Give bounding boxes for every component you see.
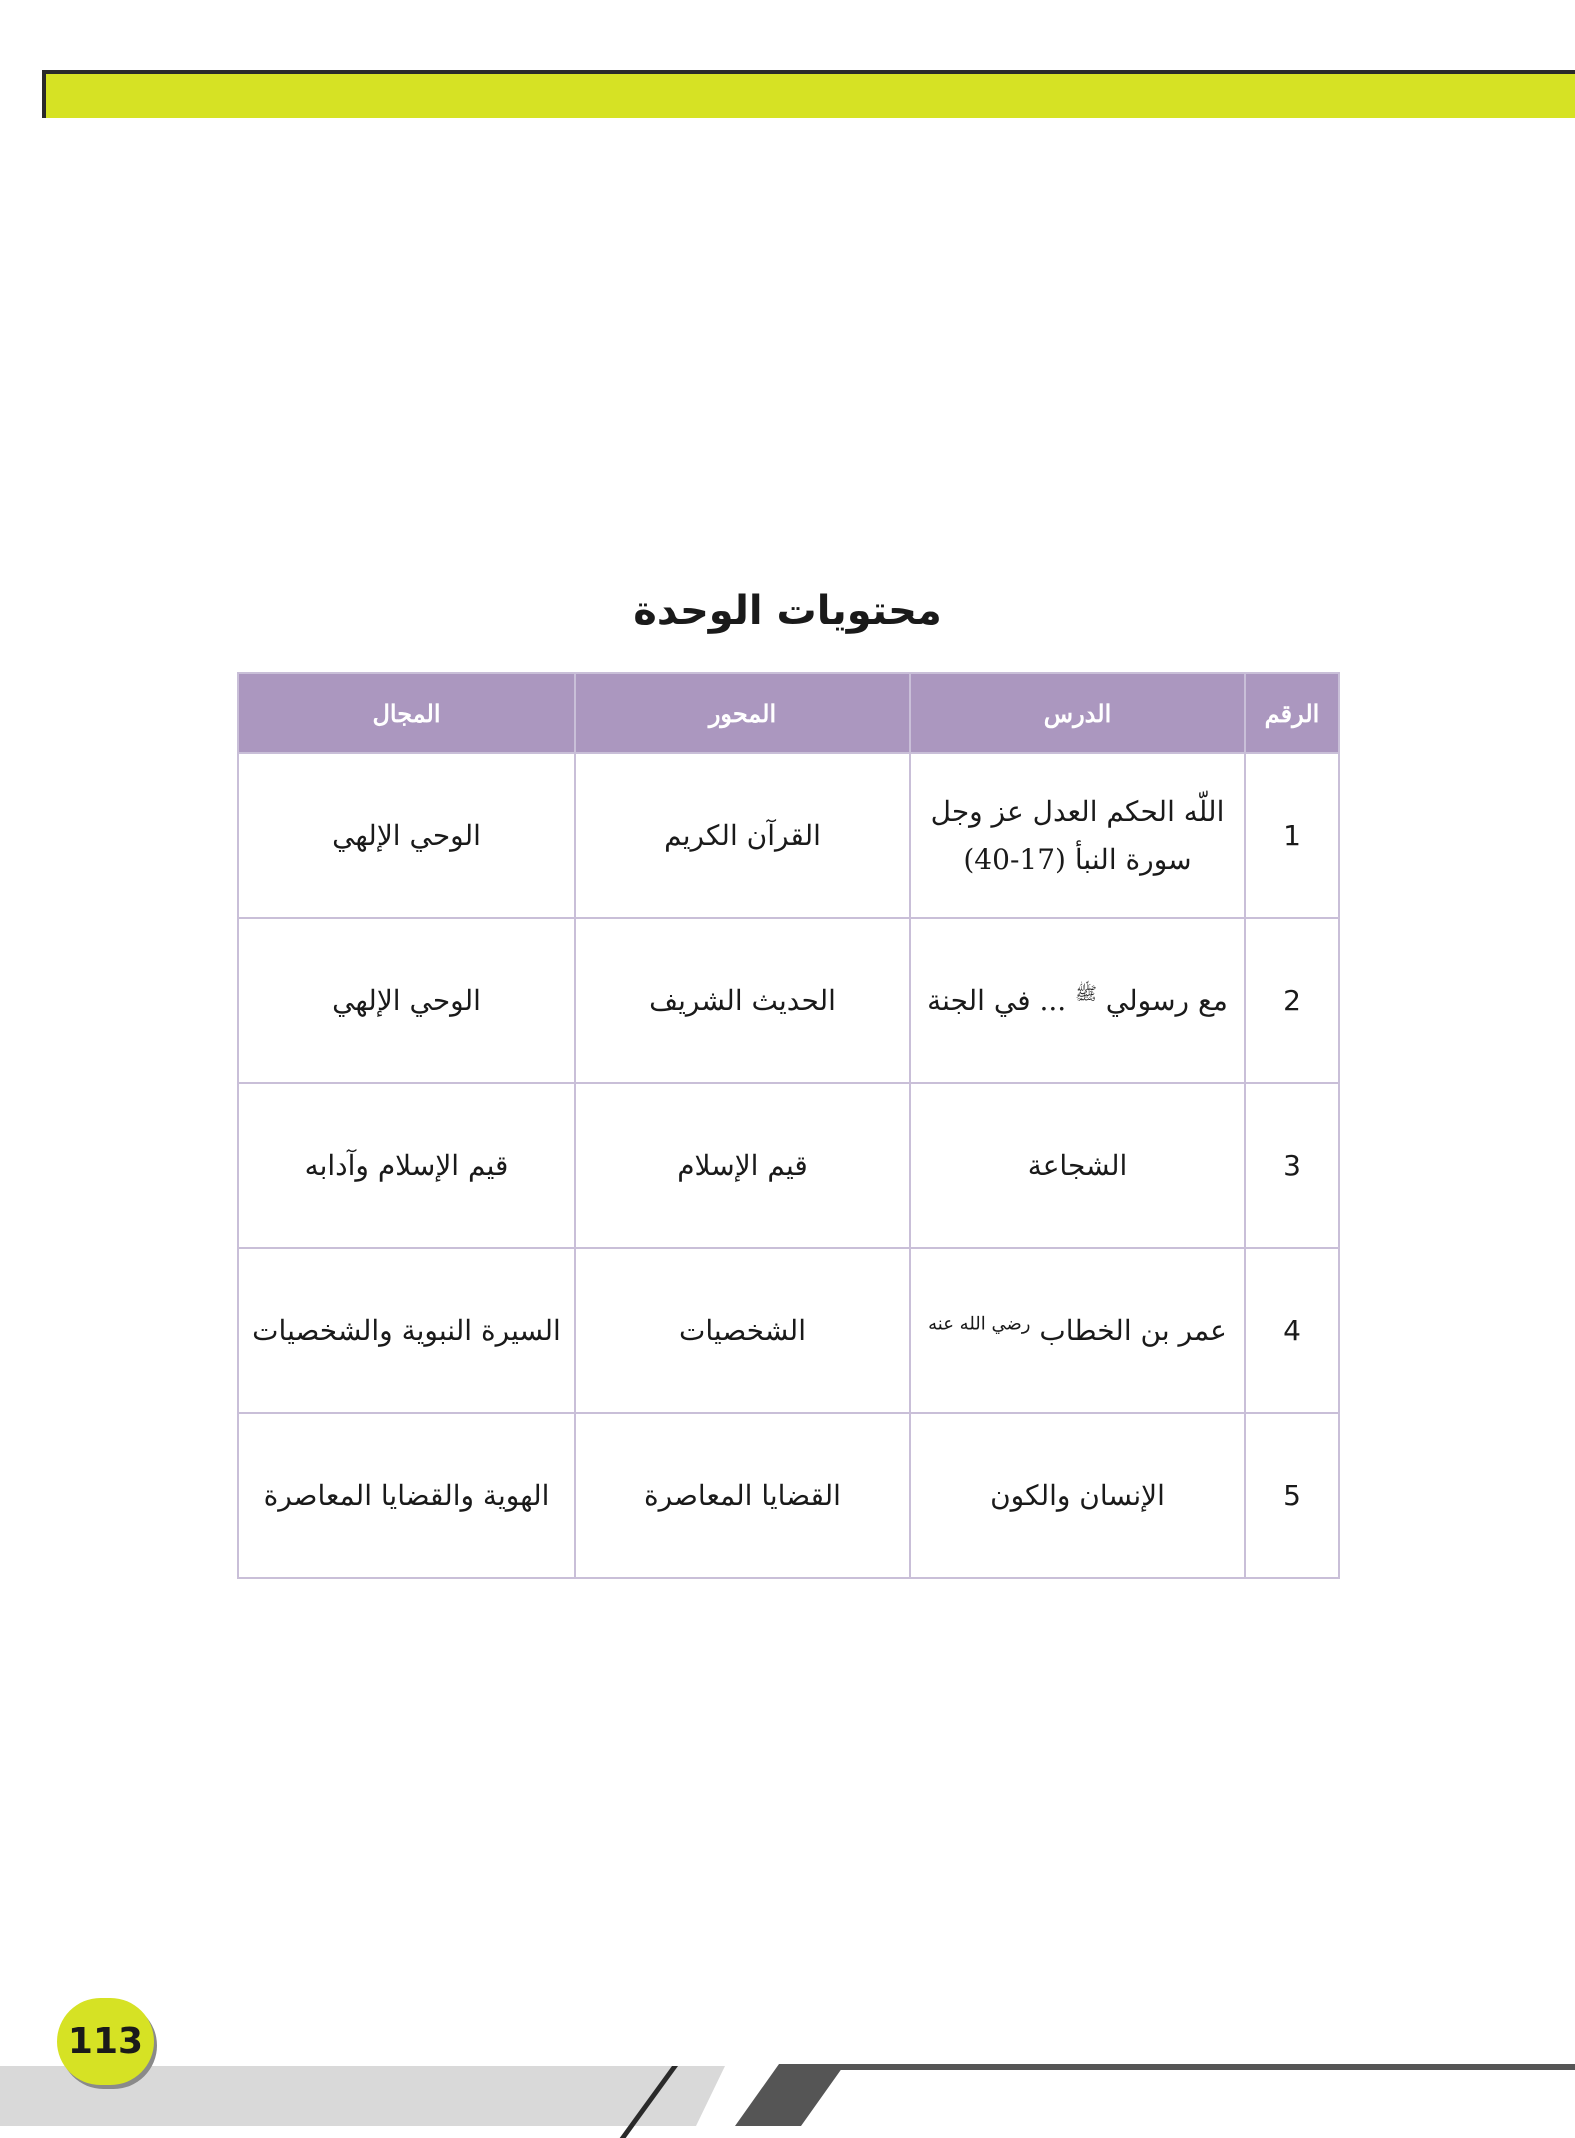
page-number: 113: [67, 2021, 144, 2062]
table-header-row: [238, 673, 1339, 753]
header-domain: المجال: [238, 673, 575, 753]
footer-dark-stripe: [735, 2064, 845, 2126]
table-row: [238, 918, 1339, 1083]
row-lesson: الشجاعة: [910, 1083, 1245, 1248]
row-number: 5: [1245, 1413, 1339, 1578]
row-lesson: [910, 1248, 1245, 1413]
lesson-text: عمر بن الخطاب: [1039, 1313, 1227, 1347]
row-number: 2: [1245, 918, 1339, 1083]
row-number: 4: [1245, 1248, 1339, 1413]
row-domain: السيرة النبوية والشخصيات: [238, 1248, 575, 1413]
top-accent-bar: [42, 70, 1575, 118]
lesson-line-1: اللّه الحكم العدل عز وجل: [930, 794, 1225, 828]
row-domain: قيم الإسلام وآدابه: [238, 1083, 575, 1248]
lesson-line-2: سورة النبأ (17-40): [963, 842, 1192, 876]
unit-contents-table: [237, 672, 1340, 1579]
row-domain: الهوية والقضايا المعاصرة: [238, 1413, 575, 1578]
table-row: [238, 1248, 1339, 1413]
footer-dark-line: [790, 2064, 1575, 2070]
row-domain: الوحي الإلهي: [238, 918, 575, 1083]
table-row: [238, 753, 1339, 918]
lesson-text-end: ... في الجنة: [927, 983, 1067, 1017]
row-axis: القرآن الكريم: [575, 753, 910, 918]
row-axis: الشخصيات: [575, 1248, 910, 1413]
row-domain: الوحي الإلهي: [238, 753, 575, 918]
row-number: 3: [1245, 1083, 1339, 1248]
table-row: [238, 1413, 1339, 1578]
lesson-text-start: مع رسولي: [1105, 983, 1228, 1017]
table-row: [238, 1083, 1339, 1248]
radiallahu-anhu-symbol: رضي الله عنه: [928, 1313, 1031, 1335]
row-lesson: [910, 753, 1245, 918]
header-number: الرقم: [1245, 673, 1339, 753]
header-axis: المحور: [575, 673, 910, 753]
page-number-badge: [57, 1998, 154, 2085]
row-axis: الحديث الشريف: [575, 918, 910, 1083]
page-title: محتويات الوحدة: [633, 588, 942, 634]
row-lesson: الإنسان والكون: [910, 1413, 1245, 1578]
header-lesson: الدرس: [910, 673, 1245, 753]
row-axis: القضايا المعاصرة: [575, 1413, 910, 1578]
row-number: 1: [1245, 753, 1339, 918]
row-lesson: [910, 918, 1245, 1083]
row-axis: قيم الإسلام: [575, 1083, 910, 1248]
peace-be-upon-him-symbol: ﷺ: [1075, 983, 1097, 1005]
